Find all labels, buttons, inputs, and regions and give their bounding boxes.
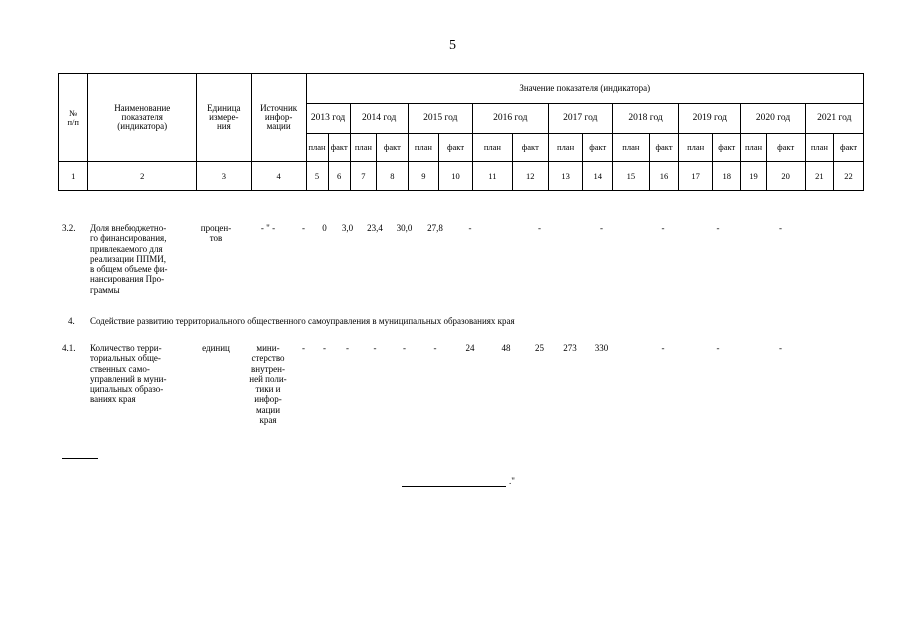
col-number: 10 bbox=[439, 162, 473, 191]
value-cell: - bbox=[346, 343, 349, 353]
fact-header: факт bbox=[834, 134, 864, 162]
page-number: 5 bbox=[449, 38, 456, 53]
plan-header: план bbox=[472, 134, 512, 162]
year-header: 2020 год bbox=[741, 104, 805, 134]
value-cell: - bbox=[600, 223, 603, 233]
value-cell: 273 bbox=[563, 343, 577, 353]
value-cell: 23,4 bbox=[367, 223, 383, 233]
fact-header: факт bbox=[649, 134, 678, 162]
value-cell: 330 bbox=[594, 343, 609, 353]
fact-header: факт bbox=[377, 134, 409, 162]
indicator-table-header bbox=[58, 73, 864, 191]
col-header-source: Источник инфор- мации bbox=[251, 74, 306, 162]
closing-quote: ." bbox=[509, 476, 515, 486]
year-header: 2019 год bbox=[679, 104, 741, 134]
year-header: 2018 год bbox=[612, 104, 678, 134]
value-cell: - bbox=[302, 223, 305, 233]
indicator-unit: единиц bbox=[202, 343, 230, 353]
col-number: 17 bbox=[679, 162, 713, 191]
col-number: 20 bbox=[766, 162, 805, 191]
col-number: 15 bbox=[612, 162, 649, 191]
col-number: 3 bbox=[196, 162, 251, 191]
col-number: 21 bbox=[805, 162, 833, 191]
plan-header: план bbox=[548, 134, 583, 162]
value-cell: - bbox=[716, 223, 720, 233]
col-number: 5 bbox=[306, 162, 328, 191]
fact-header: факт bbox=[439, 134, 473, 162]
value-cell: 30,0 bbox=[396, 223, 413, 233]
fact-header: факт bbox=[583, 134, 612, 162]
fact-header: факт bbox=[328, 134, 350, 162]
value-cell: - bbox=[403, 343, 406, 353]
value-cell: - bbox=[661, 223, 665, 233]
section-number: 4. bbox=[68, 316, 75, 326]
indicator-source: - " - bbox=[260, 223, 276, 233]
value-cell: 27,8 bbox=[427, 223, 443, 233]
value-cell: - bbox=[716, 343, 720, 353]
signature-line bbox=[402, 486, 506, 487]
col-number: 19 bbox=[741, 162, 766, 191]
plan-header: план bbox=[679, 134, 713, 162]
col-number: 4 bbox=[251, 162, 306, 191]
indicator-source: мини- стерство внутрен- ней поли- тики и инфор- мации края bbox=[249, 343, 287, 426]
col-header-num: № п/п bbox=[59, 74, 88, 162]
col-number: 16 bbox=[649, 162, 678, 191]
value-cell: - bbox=[433, 343, 437, 353]
value-cell: - bbox=[323, 343, 326, 353]
value-cell: 48 bbox=[501, 343, 511, 353]
plan-header: план bbox=[408, 134, 439, 162]
value-cell: - bbox=[779, 343, 782, 353]
year-header: 2017 год bbox=[548, 104, 612, 134]
fact-header: факт bbox=[766, 134, 805, 162]
col-number: 2 bbox=[88, 162, 196, 191]
col-number: 6 bbox=[328, 162, 350, 191]
plan-header: план bbox=[306, 134, 328, 162]
row-number: 3.2. bbox=[62, 223, 76, 233]
value-cell: - bbox=[302, 343, 305, 353]
year-header: 2015 год bbox=[408, 104, 472, 134]
row-number: 4.1. bbox=[62, 343, 76, 353]
value-cell: 24 bbox=[465, 343, 475, 353]
value-cell: - bbox=[661, 343, 665, 353]
col-header-value-group: Значение показателя (индикатора) bbox=[306, 74, 864, 104]
footnote-rule bbox=[62, 458, 98, 459]
year-header: 2016 год bbox=[472, 104, 548, 134]
col-header-unit: Единица измере- ния bbox=[196, 74, 251, 162]
col-number: 12 bbox=[512, 162, 548, 191]
year-header: 2021 год bbox=[805, 104, 863, 134]
col-number: 1 bbox=[59, 162, 88, 191]
indicator-name: Доля внебюджетно- го финансирования, привлекаемого для реализации ППМИ, в общем объеме фи- нансирования Про- граммы bbox=[90, 223, 168, 295]
col-number: 18 bbox=[712, 162, 740, 191]
value-cell: - bbox=[779, 223, 782, 233]
section-title: Содействие развитию территориального общественного самоуправления в муниципальных образованиях края bbox=[90, 316, 515, 326]
col-number: 8 bbox=[377, 162, 409, 191]
plan-header: план bbox=[612, 134, 649, 162]
plan-header: план bbox=[350, 134, 376, 162]
year-header: 2013 год bbox=[306, 104, 350, 134]
year-header: 2014 год bbox=[350, 104, 408, 134]
value-cell: - bbox=[538, 223, 541, 233]
indicator-name: Количество терри- ториальных обще- ственных само- управлений в муни- ципальных образо- ваниях края bbox=[90, 343, 167, 405]
plan-header: план bbox=[805, 134, 833, 162]
value-cell: - bbox=[373, 343, 377, 353]
col-number: 13 bbox=[548, 162, 583, 191]
plan-header: план bbox=[741, 134, 766, 162]
col-header-name: Наименование показателя (индикатора) bbox=[88, 74, 196, 162]
value-cell: 3,0 bbox=[341, 223, 354, 233]
col-number: 9 bbox=[408, 162, 439, 191]
col-number: 11 bbox=[472, 162, 512, 191]
fact-header: факт bbox=[512, 134, 548, 162]
indicator-unit: процен- тов bbox=[200, 223, 232, 244]
col-number: 7 bbox=[350, 162, 376, 191]
value-cell: - bbox=[468, 223, 472, 233]
fact-header: факт bbox=[712, 134, 740, 162]
col-number: 14 bbox=[583, 162, 612, 191]
col-number: 22 bbox=[834, 162, 864, 191]
value-cell: 25 bbox=[535, 343, 544, 353]
value-cell: 0 bbox=[322, 223, 327, 233]
